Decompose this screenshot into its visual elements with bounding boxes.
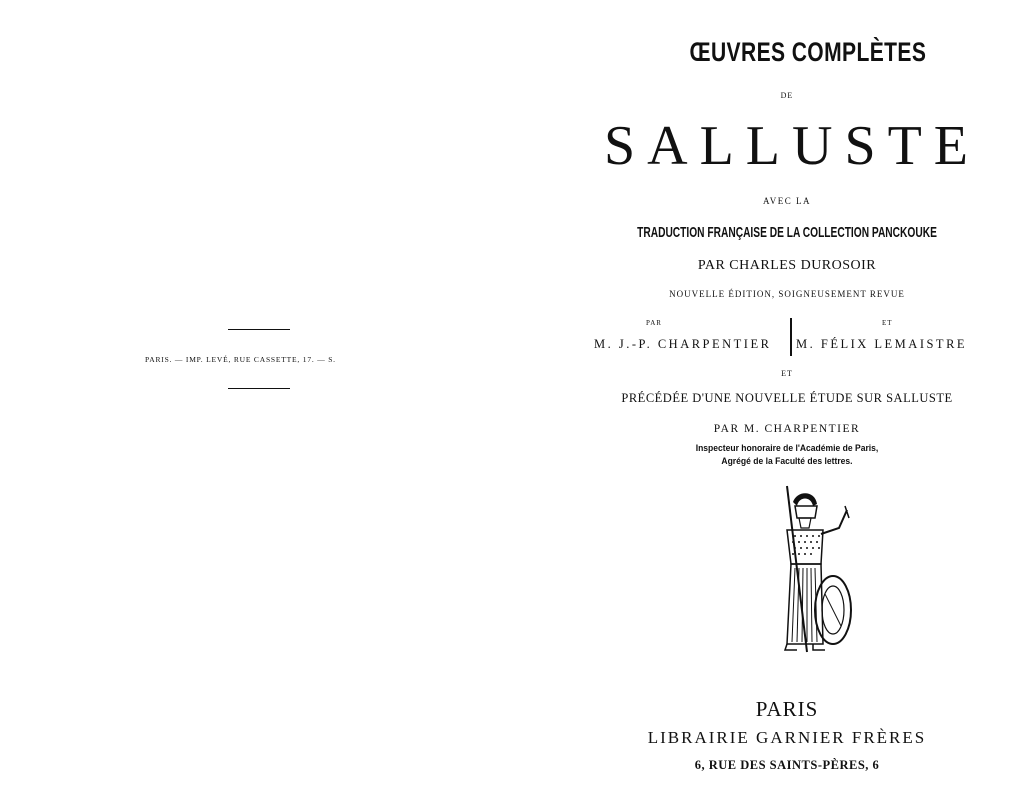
publisher-name: LIBRAIRIE GARNIER FRÈRES — [647, 728, 927, 747]
editor-charpentier: M. J.-P. CHARPENTIER — [594, 337, 772, 351]
editor-lemaistre: M. FÉLIX LEMAISTRE — [796, 337, 968, 351]
et-connector: ET — [781, 369, 793, 378]
imprint-rule-bottom — [228, 388, 290, 389]
preface-line: PRÉCÉDÉE D'UNE NOUVELLE ÉTUDE SUR SALLUSTE — [621, 391, 953, 405]
editors-par-label: PAR — [646, 319, 662, 327]
edition-line: NOUVELLE ÉDITION, SOIGNEUSEMENT REVUE — [669, 289, 905, 299]
minerva-emblem-icon — [757, 484, 857, 659]
translator-line: PAR CHARLES DUROSOIR — [697, 258, 877, 273]
publisher-address: 6, RUE DES SAINTS-PÈRES, 6 — [694, 758, 880, 772]
title-de: DE — [780, 91, 794, 100]
preface-author: PAR M. CHARPENTIER — [713, 423, 861, 435]
credentials-line-2: Agrégé de la Faculté des lettres. — [721, 456, 853, 467]
author-name: SALLUSTE — [604, 115, 980, 177]
collection-title: ŒUVRES COMPLÈTES — [689, 37, 927, 67]
imprint-rule-top — [228, 329, 290, 330]
translation-line: TRADUCTION FRANÇAISE DE LA COLLECTION PANCKOUKE — [637, 224, 937, 241]
editors-et-label: ET — [882, 319, 893, 327]
title-page — [512, 0, 1024, 811]
avec-la: AVEC LA — [762, 196, 812, 206]
printer-imprint: PARIS. — IMP. LEVÉ, RUE CASSETTE, 17. — S. — [145, 355, 336, 364]
editors-divider — [790, 318, 792, 356]
credentials-line-1: Inspecteur honoraire de l'Académie de Paris, — [695, 443, 879, 454]
imprint-city: PARIS — [755, 697, 819, 721]
